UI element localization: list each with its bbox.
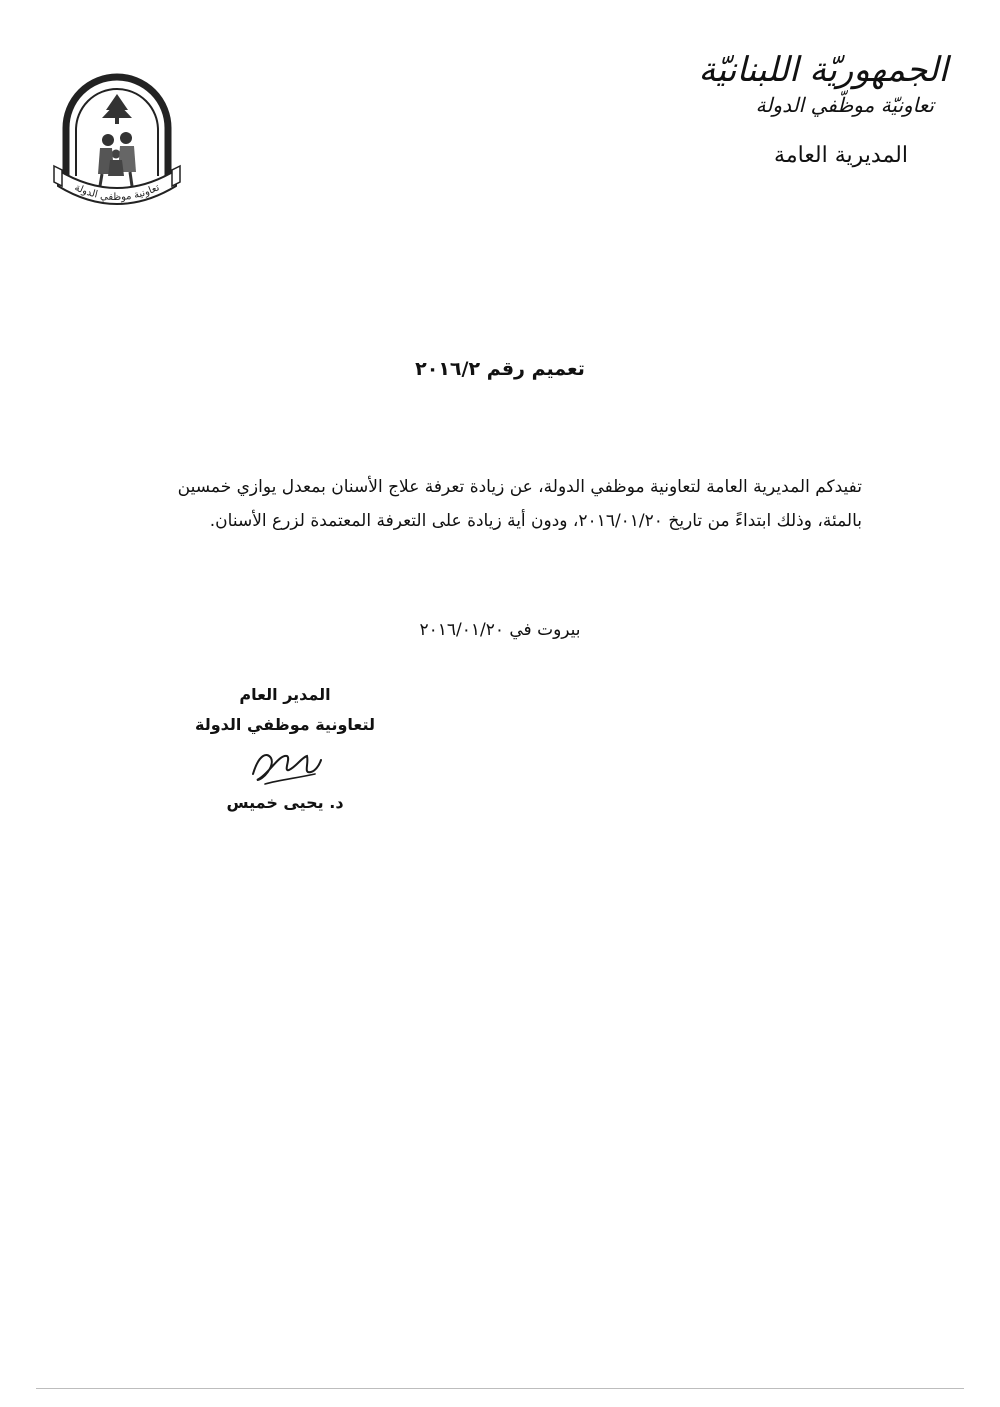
signature-block xyxy=(190,680,380,818)
cedar-seal-icon xyxy=(52,66,182,216)
bottom-rule xyxy=(36,1388,964,1389)
svg-text:تعاونية موظفي الدولة: تعاونية موظفي الدولة xyxy=(72,182,162,204)
circular-body xyxy=(120,470,862,538)
circular-title: تعميم رقم ٢٠١٦/٢ xyxy=(415,358,585,380)
place-date: بيروت في ٢٠١٦/٠١/٢٠ xyxy=(419,620,581,640)
signatory-name: د. يحيى خميس xyxy=(226,793,344,812)
signatory-organization: لتعاونية موظفي الدولة xyxy=(194,715,375,734)
body-line: تفيدكم المديرية العامة لتعاونية موظفي الدولة، عن زيادة تعرفة علاج الأسنان بمعدل يوازي خمسين xyxy=(177,477,862,497)
signatory-role: المدير العام xyxy=(239,685,331,704)
handwritten-signature-icon xyxy=(245,744,325,788)
body-line: بالمئة، وذلك ابتداءً من تاريخ ٢٠١٦/٠١/٢٠، ودون أية زيادة على التعرفة المعتمدة لزرع الأسنان. xyxy=(209,511,862,531)
institution-name: تعاونيّة موظّفي الدولة xyxy=(755,93,934,118)
letterhead xyxy=(628,52,948,168)
republic-name: الجمهوريّة اللبنانيّة xyxy=(698,50,948,90)
directorate-name: المديرية العامة xyxy=(774,143,908,169)
